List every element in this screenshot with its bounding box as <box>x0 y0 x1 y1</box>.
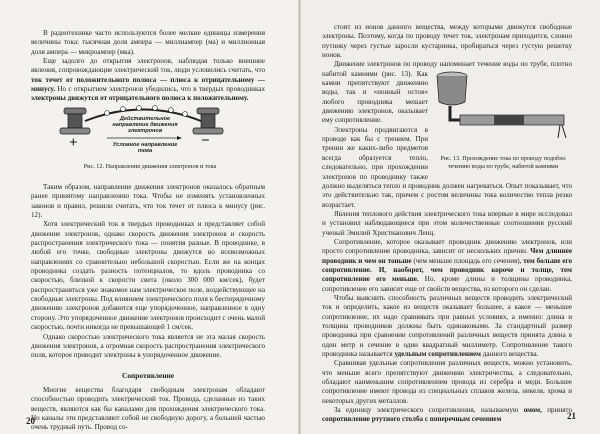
page-number-right: 21 <box>567 411 576 421</box>
electron-direction-label: Действительное направление движения электронов <box>112 116 178 134</box>
figure-13-caption: Рис. 13. Прохождение тока по проводу подобно течению воды по трубе, набитой камнями <box>440 155 566 170</box>
text-segment: данного вещества. <box>481 350 539 359</box>
figure-12-caption: Рис. 12. Направления движения электронов и тока <box>83 163 217 170</box>
paragraph <box>322 406 572 425</box>
left-text-top <box>31 29 265 104</box>
figure-13 <box>434 70 572 178</box>
paragraph <box>322 23 572 60</box>
section-heading: Сопротивление <box>121 370 174 380</box>
text-segment: Многие вещества благодаря свободным электронам обладают способностью проводить электрический ток. Провода, сделанные из таких веществ, являются как бы каналами для прохождения электрического тока. Но каналы эти представляют собой не свободную дорогу, а большей частью очень трудный путь. Провод со- <box>31 385 265 432</box>
paragraph <box>31 220 265 332</box>
text-segment: Сопротивление, которое оказывает проводник движению электронов, или просто сопротивление проводника, зависит от нескольких причин. <box>322 237 572 256</box>
text-segment: За единицу электрического сопротивления, называемую <box>334 406 524 415</box>
paragraph <box>31 386 265 433</box>
bold-text: омом, <box>523 406 542 415</box>
bold-text: ток течет от положительного полюса — плюса к отрицательному — минусу. <box>31 75 265 94</box>
paragraph <box>31 29 265 57</box>
plus-sign: + <box>69 135 78 151</box>
text-segment: В радиотехнике часто используются более мелкие единицы измерения величины тока: тысячная доля ампера — миллиампер (ма) и миллионная доля ампера — микроампер (мка). <box>31 29 265 56</box>
text-segment: Хотя электрический ток в твердых проводниках и представляет собой движение электронов, однако скорость движения электронов и скорость распространения электрического тока — понятия разные. В проводнике, в любой его точке, свободные электроны движутся во всевозможных направлениях со сравнительно небольшой скоростью. Если же на концах проводника создать разность потенциалов, то вдоль проводника со скоростью, близкой к скорости света (около 300 000 км/сек), будет распространяться уже знакомое нам электрическое поле, воздействующее на свободные электроны. Под влиянием электрического поля к беспорядочному движению электронов добавится еще упорядоченное, направленное в одну сторону. Это упорядоченное движение электронов происходит с очень малой скоростью, почти никогда не превышающей 1 см/сек. <box>31 220 265 332</box>
current-direction-label: Условное направление тока <box>112 142 178 154</box>
text-segment: Однако скоростью электрического тока является не эта малая скорость движения электронов, а огромная скорость распространения электрического поля, которое приводит электроны в упорядоченное движение. <box>31 332 265 360</box>
book-gutter <box>298 0 301 434</box>
text-segment: Чтобы выяснить способность различных веществ проводить электрический ток и определить, какое из веществ оказывает большее, а какое — меньшее сопротивление, их надо сравнивать при равных условиях, а именно: длина и толщина проводников должны быть одинаковыми. За стандартный размер проводника при сравнении сопротивлений различных веществ принята длина в один метр и сечение в один квадратный миллиметр. Сопротивление такого проводника называется <box>322 293 572 359</box>
bold-text: электроны движутся от отрицательного полюса к положительному. <box>31 94 249 103</box>
right-page <box>300 0 600 434</box>
figure-12 <box>55 104 245 172</box>
text-segment: Движение электронов по проводу напоминает течение воды по трубе, плотно набитой камнями (рис. 13). Как камни препятствуют движению воды, так и «ионный остов» любого проводника мешает движению электронов, оказывает ему сопротивление. <box>322 60 572 125</box>
text-segment: стоит из ионов данного вещества, между которыми движутся свободные электроны. Поэтому, когда по проводу течет ток, электронам приходится, словно путнику через густые заросли кустарника, пробираться через густую решетку ионов. <box>322 23 572 60</box>
text-segment: Еще задолго до открытия электронов, наблюдая только внешние явления, сопровождающие электрический ток, люди условились считать, что <box>31 57 265 75</box>
bold-text: удельным сопротивлением <box>394 350 482 359</box>
text-segment: принято <box>541 406 572 415</box>
text-segment: Но с открытием электронов убедились, что в твердых проводниках <box>55 85 265 94</box>
page-number-left: 20 <box>26 416 35 426</box>
bold-text: сопротивление ртутного столба с поперечным сечением <box>322 415 502 424</box>
paragraph <box>322 294 572 359</box>
bold-text: Чем длиннее проводник и чем он тоньше <box>322 247 572 265</box>
bold-text: тем больше его сопротивление. И, наоборот, чем проводник короче и толще, тем сопротивление его меньше. <box>322 256 573 284</box>
paragraph <box>31 57 265 104</box>
text-segment: Таким образом, направление движения электронов оказалось обратным ранее принятому направлению тока. Чтобы не изменять установленных законов и правил, решили считать, что ток течет от плюса к минусу (рис. 12). <box>31 183 265 220</box>
text-segment: (чем меньше площадь его сечения), <box>411 256 524 265</box>
pipe-with-stones-illustration <box>434 70 572 148</box>
text-segment: Явления теплового действия электрического тока впервые в мире исследовал и установил наблюдающиеся при этом количественные соотношения русский ученый Эмилий Христианович Ленц. <box>322 209 572 237</box>
paragraph <box>322 210 572 238</box>
paragraph <box>322 359 572 406</box>
text-segment: Электроны продвигаются в проводе как бы с трением. При трении же каких-либо предметов всегда образуется тепло, следовательно, при прохождении электронов по проводнику также должно выделяться тепло и проводник должен нагреваться. Опыт показывает, что это действительно так, причем с ростом величины тока количество тепла резко возрастает. <box>322 125 572 209</box>
minus-sign: − <box>201 133 210 149</box>
paragraph <box>31 333 265 361</box>
left-text-middle <box>31 183 265 433</box>
text-segment: Но, кроме длины и толщины проводника, сопротивление его зависит еще от свойств вещества, из которого он сделан. <box>322 275 572 293</box>
paragraph <box>31 183 265 220</box>
paragraph <box>322 238 572 294</box>
text-segment: Сравнивая удельные сопротивления различных веществ, можно установить, что меньше всего препятствуют движению электричества, а следовательно, обладают наименьшим сопротивлением провода из серебра и меди. Большее сопротивление имеют провода из специальных сплавов железа, никеля, хрома и некоторых других металлов. <box>322 359 572 405</box>
right-text <box>322 23 572 425</box>
